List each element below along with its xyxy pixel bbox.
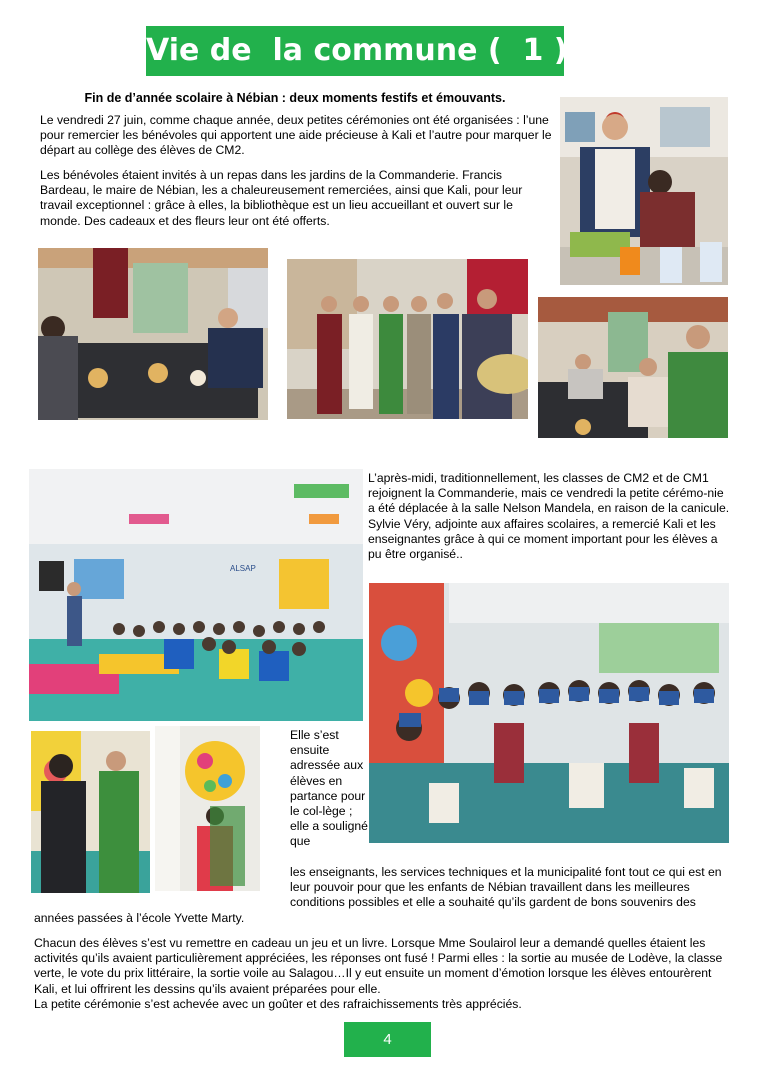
article-paragraph-3: L’après-midi, traditionnellement, les classes de CM2 et de CM1 rejoignent la Commanderie, mais ce vendredi la petite cérémo-nie a été déplacée à la salle Nelson Mandela, en raison de la canicule. Sylvie Véry, adjointe aux affaires scolaires, a remercié Kali et les enseignantes grâce à qui ce moment important pour les élèves a pu être organisé.. (368, 471, 730, 562)
photo-student-and-teacher (31, 731, 150, 893)
photo-sign-label: ALSAP (230, 564, 256, 573)
article-paragraph-4-narrow: Elle s’est ensuite adressée aux élèves en partance pour le col-lège ; elle a souligné que (290, 728, 368, 849)
photo-students-hall (29, 469, 363, 721)
article-paragraph-4-end: années passées à l’école Yvette Marty. (34, 911, 245, 925)
article-paragraph-1: Le vendredi 27 juin, comme chaque année, deux petites cérémonies ont été organisées : l’une pour remercier les bénévoles qui apportent une aide précieuse à Kali et l’autre pour marquer le départ au collège des élèves de CM2. (40, 113, 552, 158)
photo-mayor-buffet (560, 97, 728, 285)
photo-volunteers-lunch (38, 248, 268, 420)
photo-volunteers-with-gifts (287, 259, 528, 419)
article-headline: Fin de d’année scolaire à Nébian : deux moments festifs et émouvants. (84, 91, 506, 105)
page-title-banner: Vie de la commune ( 1 ) (146, 26, 564, 76)
article-paragraph-4-wide: les enseignants, les services techniques et la municipalité font tout ce qui est en leur pouvoir pour que les enfants de Nébian travaillent dans les meilleures conditions possibles et elle a souhaité qu’ils gardent de bons souvenirs des (290, 865, 722, 910)
photo-child-with-drawing (155, 726, 260, 891)
page-number: 4 (344, 1022, 431, 1057)
article-paragraph-2: Les bénévoles étaient invités à un repas dans les jardins de la Commanderie. Francis Bardeau, le maire de Nébian, les a chaleureusement remerciées, ainsi que Kali, pour leur travail exceptionnel : grâce à elles, la bibliothèque est un lieu accueillant et ouvert sur le monde. Des cadeaux et des fleurs leur ont été offerts. (40, 168, 523, 228)
photo-students-with-books (369, 583, 729, 843)
article-paragraph-5: Chacun des élèves s’est vu remettre en cadeau un jeu et un livre. Lorsque Mme Soulairol leur a demandé quelles étaient les activités qu’ils avaient particulièrement appréciées, les réponses ont fusé ! Parmi elles : la sortie au musée de Lodève, la classe verte, le vote du prix littéraire, la sortie voile au Salagou…Il y eut ensuite un moment d’émotion lorsque les élèves entourèrent Kali, et lui offrirent les dessins qu’ils avaient préparées pour elle. (34, 936, 723, 996)
article-paragraph-6: La petite cérémonie s’est achevée avec un goûter et des rafraichissements très appréciés. (34, 997, 522, 1011)
photo-volunteers-table (538, 297, 728, 438)
